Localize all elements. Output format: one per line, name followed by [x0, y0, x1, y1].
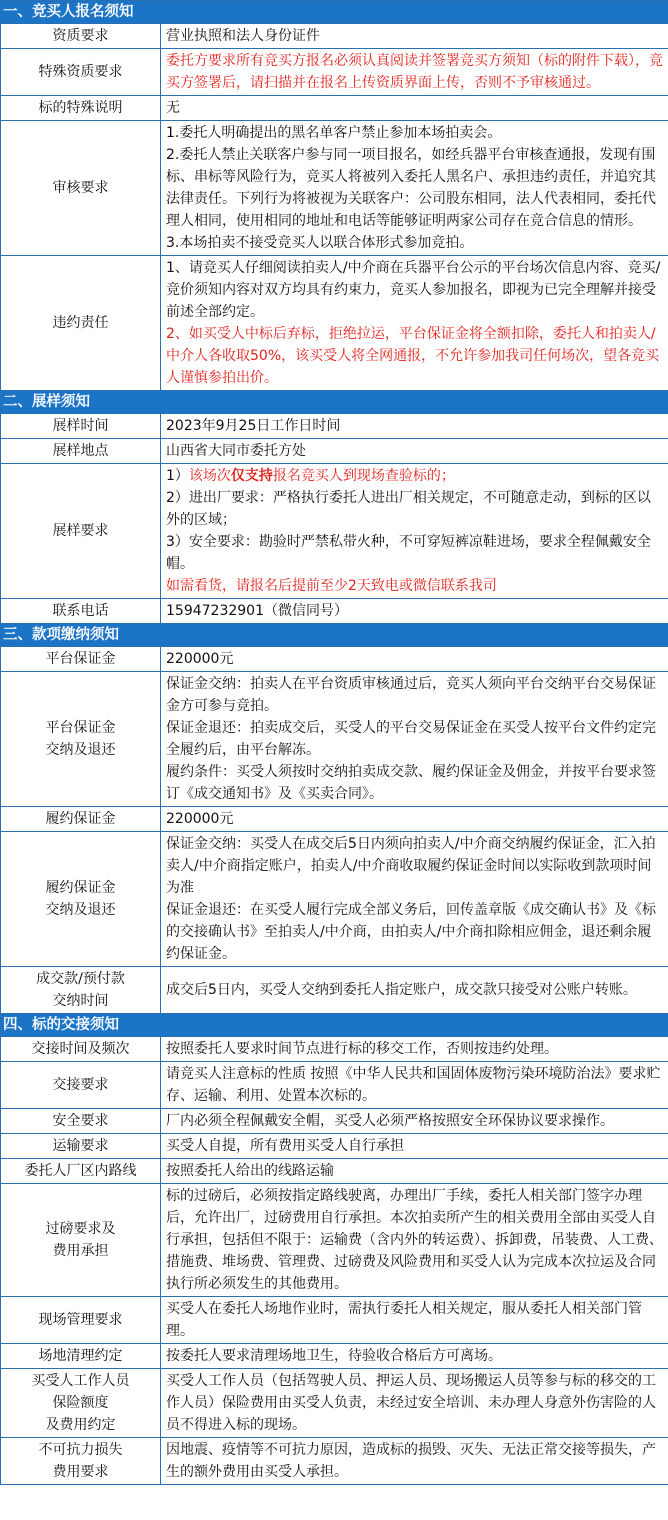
- row-value: 按照委托人给出的线路运输: [161, 1159, 668, 1184]
- row-value: 成交后5日内，买受人交纳到委托人指定账户，成交款只接受对公账户转账。: [161, 967, 668, 1014]
- paragraph-warning: 2、如买受人中标后弃标，拒绝拉运，平台保证金将全额扣除，委托人和拍卖人/中介人各收取50%，该买受人将全网通报，不允许参加我司任何场次，望各竞买人谨慎参拍出价。: [166, 326, 660, 386]
- row-handover-requirements: [1, 1062, 668, 1109]
- row-value: [161, 256, 668, 391]
- row-value: 买受人在委托人场地作业时，需执行委托人相关规定，服从委托人相关部门管理。: [161, 1297, 668, 1344]
- row-weighing-costs: [1, 1184, 668, 1297]
- paragraph: [166, 465, 664, 487]
- warning-text: 报名竞买人到现场查验标的；: [272, 468, 455, 484]
- row-label: 特殊资质要求: [1, 49, 161, 96]
- row-label: 标的特殊说明: [1, 96, 161, 121]
- row-value: 买受人自提，所有费用买受人自行承担: [161, 1134, 668, 1159]
- section-header-bidder-registration: [1, 1, 668, 24]
- section-title: 一、竞买人报名须知: [1, 1, 668, 24]
- row-viewing-requirements: [1, 464, 668, 599]
- row-value: [161, 464, 668, 599]
- row-value: 请竞买人注意标的性质 按照《中华人民共和国固体废物污染环境防治法》要求贮存、运输、利用、处置本次标的。: [161, 1062, 668, 1109]
- row-label: 履约保证金: [1, 807, 161, 832]
- paragraph: 2）进出厂要求：严格执行委托人进出厂相关规定，不可随意走动，到标的区以外的区域；: [166, 490, 651, 528]
- label-line: 交纳及退还: [45, 742, 116, 758]
- label-line: 成交款/预付款: [36, 971, 125, 987]
- section-title: 二、展样须知: [1, 391, 668, 414]
- row-label: 安全要求: [1, 1109, 161, 1134]
- row-value: [161, 121, 668, 256]
- row-value: 因地震、疫情等不可抗力原因，造成标的损毁、灭失、无法正常交接等损失，产生的额外费用由买受人承担。: [161, 1438, 668, 1485]
- row-platform-deposit: [1, 647, 668, 672]
- label-line: 及费用约定: [45, 1417, 116, 1433]
- row-value: 山西省大同市委托方处: [161, 439, 668, 464]
- row-label: 运输要求: [1, 1134, 161, 1159]
- label-line: 交纳及退还: [45, 902, 116, 918]
- row-value: 无: [161, 96, 668, 121]
- row-label: 资质要求: [1, 24, 161, 49]
- section-header-handover: [1, 1014, 668, 1037]
- row-label: 现场管理要求: [1, 1297, 161, 1344]
- row-contact-phone: [1, 599, 668, 624]
- row-label: [1, 967, 161, 1014]
- row-label: 展样时间: [1, 414, 161, 439]
- row-value: 委托方要求所有竞买方报名必须认真阅读并签署竞买方须知（标的附件下载），竞买方签署后，请扫描并在报名上传资质界面上传，否则不予审核通过。: [161, 49, 668, 96]
- row-site-management: [1, 1297, 668, 1344]
- warning-text: 该场次: [188, 468, 231, 484]
- paragraph: 1、请竞买人仔细阅读拍卖人/中介商在兵器平台公示的平台场次信息内容、竞买/竞价须知内容对双方均具有约束力，竞买人参加报名，即视为已完全理解并接受前述全部约定。: [166, 260, 661, 320]
- label-line: 费用要求: [52, 1464, 109, 1480]
- label-line: 履约保证金: [45, 880, 116, 896]
- paragraph-warning: 如需看货，请报名后提前至少2天致电或微信联系我司: [166, 578, 497, 594]
- paragraph: 3）安全要求：勘验时严禁私带火种，不可穿短裤凉鞋进场，要求全程佩戴安全帽。: [166, 534, 651, 572]
- row-force-majeure: [1, 1438, 668, 1485]
- section-header-payment: [1, 624, 668, 647]
- section-title: 四、标的交接须知: [1, 1014, 668, 1037]
- row-safety-requirements: [1, 1109, 668, 1134]
- row-label: 平台保证金: [1, 647, 161, 672]
- row-value: [161, 832, 668, 967]
- row-label: [1, 1369, 161, 1438]
- row-value: 220000元: [161, 807, 668, 832]
- label-line: 费用承担: [52, 1243, 109, 1259]
- row-label: 交接时间及频次: [1, 1037, 161, 1062]
- row-handover-time: [1, 1037, 668, 1062]
- paragraph: 1.委托人明确提出的黑名单客户禁止参加本场拍卖会。: [166, 125, 502, 141]
- row-value: 2023年9月25日工作日时间: [161, 414, 668, 439]
- row-label: [1, 1184, 161, 1297]
- label-line: 保险额度: [52, 1395, 109, 1411]
- row-label: 展样要求: [1, 464, 161, 599]
- row-label: 交接要求: [1, 1062, 161, 1109]
- row-label: 委托人厂区内路线: [1, 1159, 161, 1184]
- paragraph: 履约条件：买受人须按时交纳拍卖成交款、履约保证金及佣金，并按平台要求签订《成交通知书》及《买卖合同》。: [166, 764, 656, 802]
- row-review-requirements: [1, 121, 668, 256]
- list-marker: 1）: [166, 468, 189, 484]
- row-transport-requirements: [1, 1134, 668, 1159]
- row-site-cleanup: [1, 1344, 668, 1369]
- row-special-notes: [1, 96, 668, 121]
- paragraph: 3.本场拍卖不接受竞买人以联合体形式参加竞拍。: [166, 235, 474, 251]
- row-special-qualification: [1, 49, 668, 96]
- row-plant-route: [1, 1159, 668, 1184]
- label-line: 交纳时间: [52, 993, 109, 1009]
- row-label: [1, 832, 161, 967]
- row-label: 展样地点: [1, 439, 161, 464]
- label-line: 不可抗力损失: [38, 1442, 123, 1458]
- row-value: 按委托人要求清理场地卫生，待验收合格后方可离场。: [161, 1344, 668, 1369]
- row-staff-insurance: [1, 1369, 668, 1438]
- paragraph: 保证金退还：拍卖成交后，买受人的平台交易保证金在买受人按平台文件约定完全履约后，由平台解冻。: [166, 720, 656, 758]
- row-qualification: [1, 24, 668, 49]
- phone-number: 15947232901（微信同号）: [161, 599, 668, 624]
- paragraph: 保证金交纳：买受人在成交后5日内须向拍卖人/中介商交纳履约保证金，汇入拍卖人/中介商指定账户，拍卖人/中介商收取履约保证金时间以实际收到款项时间为准: [166, 836, 656, 896]
- row-platform-deposit-payment: [1, 672, 668, 807]
- row-value: 买受人工作人员（包括驾驶人员、押运人员、现场搬运人员等参与标的移交的工作人员）保险费用由买受人负责，未经过安全培训、未办理人身意外伤害险的人员不得进入标的现场。: [161, 1369, 668, 1438]
- row-performance-deposit: [1, 807, 668, 832]
- row-performance-deposit-payment: [1, 832, 668, 967]
- row-value: 按照委托人要求时间节点进行标的移交工作，否则按违约处理。: [161, 1037, 668, 1062]
- row-label: 联系电话: [1, 599, 161, 624]
- row-label: 场地清理约定: [1, 1344, 161, 1369]
- section-title: 三、款项缴纳须知: [1, 624, 668, 647]
- paragraph: 2.委托人禁止关联客户参与同一项目报名，如经兵器平台审核查通报，发现有围标、串标等风险行为，竞买人将被列入委托人黑名户、承担违约责任，并追究其法律责任。下列行为将被视为关联客户：公司股东相同，法人代表相同，委托代理人相同，使用相同的地址和电话等能够证明两家公司存在竞合信息的情形。: [166, 147, 656, 229]
- label-line: 过磅要求及: [45, 1221, 116, 1237]
- row-value: 营业执照和法人身份证件: [161, 24, 668, 49]
- row-value: 220000元: [161, 647, 668, 672]
- emphasis-text: 仅支持: [230, 468, 273, 484]
- row-value: 标的过磅后，必须按指定路线驶离，办理出厂手续，委托人相关部门签字办理后，允许出厂，过磅费用自行承担。本次拍卖所产生的相关费用全部由买受人自行承担，包括但不限于：运输费（含内外的转运费）、拆卸费，吊装费、人工费、措施费、堆场费、管理费、过磅费及风险费用和买受人认为完成本次拉运及合同执行所必须发生的其他费用。: [161, 1184, 668, 1297]
- label-line: 买受人工作人员: [31, 1373, 130, 1389]
- section-header-viewing: [1, 391, 668, 414]
- row-viewing-location: [1, 439, 668, 464]
- paragraph: 保证金退还：在买受人履行完成全部义务后，回传盖章版《成交确认书》及《标的交接确认书》至拍卖人/中介商，由拍卖人/中介商扣除相应佣金，退还剩余履约保证金。: [166, 902, 656, 962]
- row-value: [161, 672, 668, 807]
- row-breach-liability: [1, 256, 668, 391]
- label-line: 平台保证金: [45, 720, 116, 736]
- row-viewing-time: [1, 414, 668, 439]
- paragraph: 保证金交纳：拍卖人在平台资质审核通过后，竞买人须向平台交纳平台交易保证金方可参与竞拍。: [166, 676, 656, 714]
- row-label: [1, 672, 161, 807]
- row-label: [1, 1438, 161, 1485]
- row-value: 厂内必须全程佩戴安全帽，买受人必须严格按照安全环保协议要求操作。: [161, 1109, 668, 1134]
- row-transaction-payment-time: [1, 967, 668, 1014]
- row-label: 审核要求: [1, 121, 161, 256]
- row-label: 违约责任: [1, 256, 161, 391]
